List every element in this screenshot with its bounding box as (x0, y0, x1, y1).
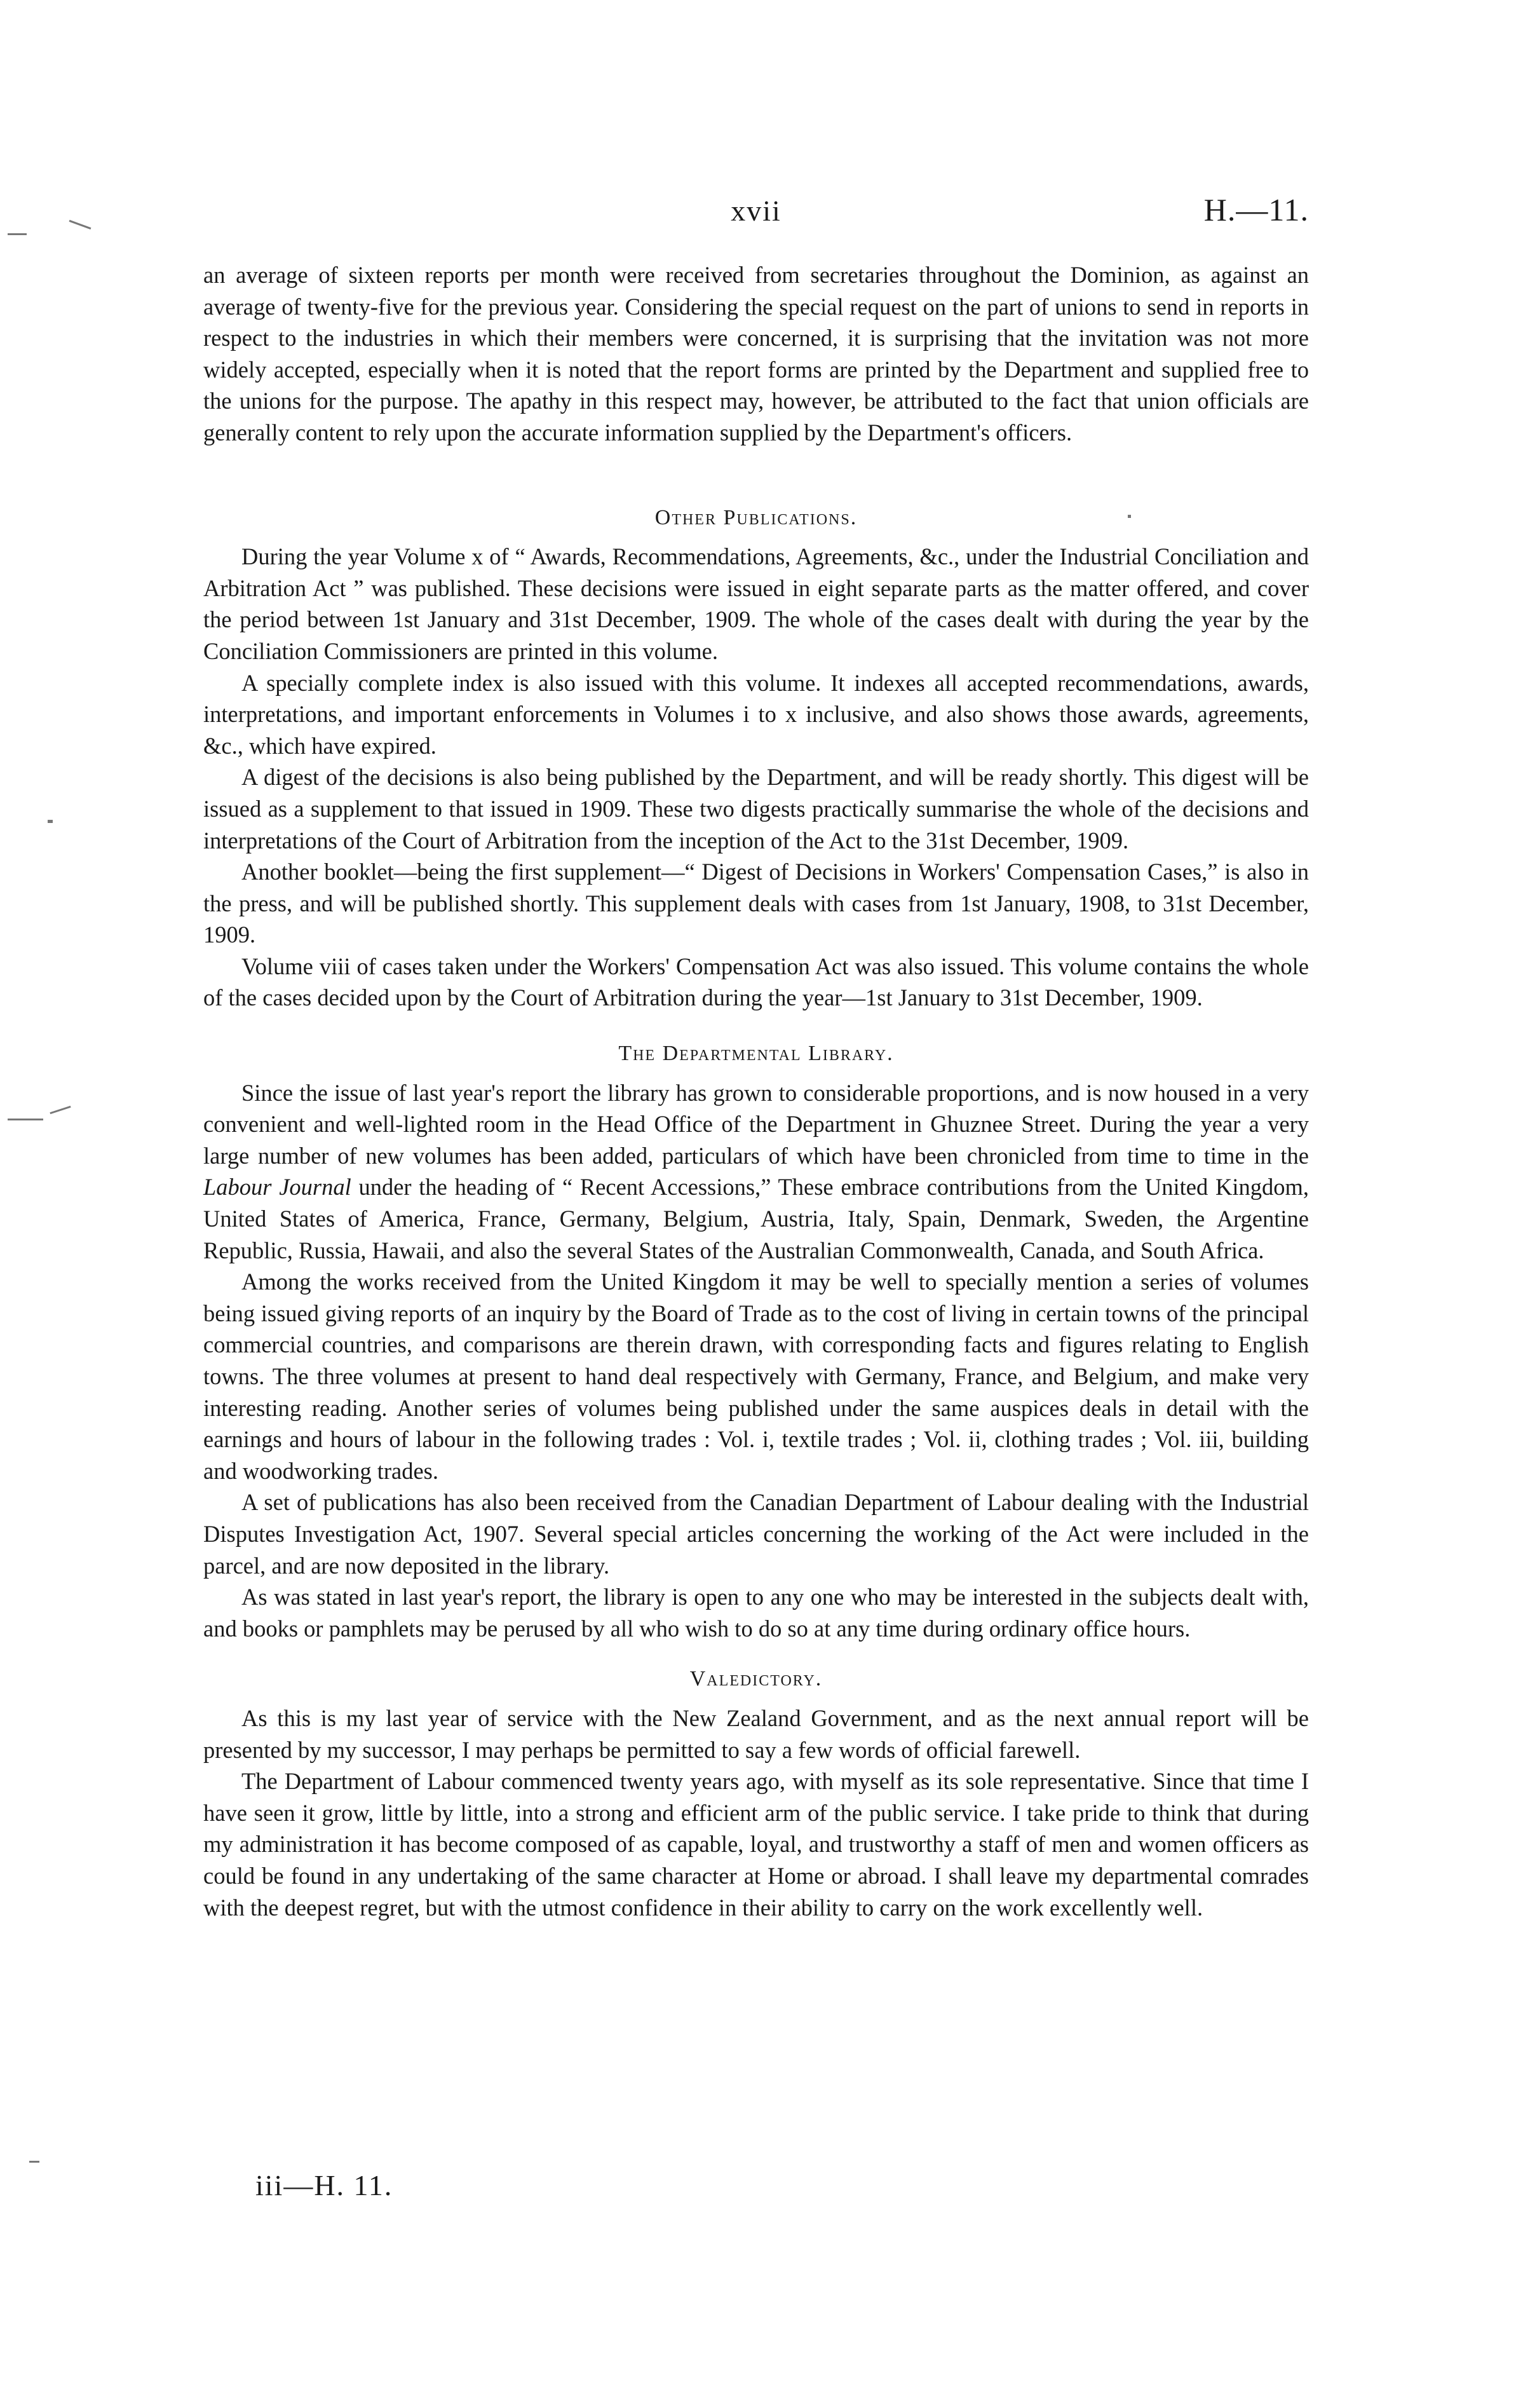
scan-mark (48, 820, 53, 823)
section-heading-departmental-library: The Departmental Library. (618, 1042, 894, 1066)
paragraph (203, 1077, 1309, 1267)
text-run: Since the issue of last year's report the library has grown to considerable proportions, and is now housed in a very convenient and well-lighted room in the Head Office of the Department in Ghuznee Street. During the year a very large number of new volumes has been added, particulars of which have been chronicled from time to time in the (203, 1079, 1309, 1169)
scan-mark (69, 220, 91, 229)
page-number: xvii (731, 194, 782, 227)
scan-mark (29, 2161, 39, 2163)
paragraph-intro: an average of sixteen reports per month were received from secretaries throughout the Dominion, as against an average of twenty-five for the previous year. Considering the special request on the part of unions to send in reports in respect to the industries in which their members were concerned, it is surprising that the invitation was not more widely accepted, especially when it is noted that the report forms are printed by the Department and supplied free to the unions for the purpose. The apathy in this respect may, however, be attributed to the fact that union officials are generally content to rely upon the accurate information supplied by the Department's officers. (203, 262, 1309, 446)
scan-mark (8, 233, 27, 235)
body-text (203, 259, 1309, 1923)
journal-title: Labour Journal (203, 1174, 351, 1201)
text-run: under the heading of “ Recent Accessions,” These embrace contributions from the United Kingdom, United States of America, France, Germany, Belgium, Austria, Italy, Spain, Denmark, Sweden, the Argentine Republic, Russia, Hawaii, and also the several States of the Australian Commonwealth, Canada, and South Africa. (203, 1174, 1309, 1263)
paragraph: Volume viii of cases taken under the Workers' Compensation Act was also issued. This volume contains the whole of the cases decided upon by the Court of Arbitration during the year—1st January to 31st December, 1909. (203, 953, 1309, 1011)
paragraph: As was stated in last year's report, the library is open to any one who may be interested in the subjects dealt with, and books or pamphlets may be perused by all who wish to do so at any time during ordinary office hours. (203, 1584, 1309, 1642)
paragraph: A set of publications has also been received from the Canadian Department of Labour dealing with the Industrial Disputes Investigation Act, 1907. Several special articles concerning the working of the Act were included in the parcel, and are now deposited in the library. (203, 1489, 1309, 1579)
document-code: H.—11. (1203, 192, 1309, 228)
paragraph: The Department of Labour commenced twenty years ago, with myself as its sole representative. Since that time I have seen it grow, little by little, into a strong and efficient arm of the public service. I take pride to think that during my administration it has become composed of as capable, loyal, and trustworthy a staff of men and women officers as could be found in any undertaking of the same character at Home or abroad. I shall leave my departmental comrades with the deepest regret, but with the utmost confidence in their ability to carry on the work excellently well. (203, 1768, 1309, 1921)
scan-mark (8, 1119, 43, 1120)
paragraph: Among the works received from the United Kingdom it may be well to specially mention a series of volumes being issued giving reports of an inquiry by the Board of Trade as to the cost of living in certain towns of the principal commercial countries, and comparisons are therein drawn, with corresponding facts and figures relating to English towns. The three volumes at present to hand deal respectively with Germany, France, and Belgium, and make very interesting reading. Another series of volumes being published under the same auspices deals in detail with the earnings and hours of labour in the following trades : Vol. i, textile trades ; Vol. ii, clothing trades ; Vol. iii, building and woodworking trades. (203, 1269, 1309, 1484)
running-head (203, 194, 1309, 232)
section-heading-valedictory: Valedictory. (689, 1667, 823, 1691)
scan-mark (50, 1106, 71, 1114)
paragraph: A specially complete index is also issued with this volume. It indexes all accepted recommendations, awards, interpretations, and important enforcements in Volumes i to x inclusive, and also shows those awards, agreements, &c., which have expired. (203, 669, 1309, 759)
paragraph: Another booklet—being the first supplement—“ Digest of Decisions in Workers' Compensation Cases,” is also in the press, and will be published shortly. This supplement deals with cases from 1st January, 1908, to 31st December, 1909. (203, 859, 1309, 948)
section-heading-other-publications: Other Publications. (654, 505, 858, 529)
paragraph: As this is my last year of service with the New Zealand Government, and as the next annual report will be presented by my successor, I may perhaps be permitted to say a few words of official farewell. (203, 1704, 1309, 1763)
paragraph: A digest of the decisions is also being published by the Department, and will be ready shortly. This digest will be issued as a supplement to that issued in 1909. These two digests practically summarise the whole of the decisions and interpretations of the Court of Arbitration from the inception of the Act to the 31st December, 1909. (203, 764, 1309, 854)
signature-mark: iii—H. 11. (255, 2169, 393, 2201)
paragraph: During the year Volume x of “ Awards, Recommendations, Agreements, &c., under the Industrial Conciliation and Arbitration Act ” was published. These decisions were issued in eight separate parts as the matter offered, and cover the period between 1st January and 31st December, 1909. The whole of the cases dealt with during the year by the Conciliation Commissioners are printed in this volume. (203, 543, 1309, 664)
